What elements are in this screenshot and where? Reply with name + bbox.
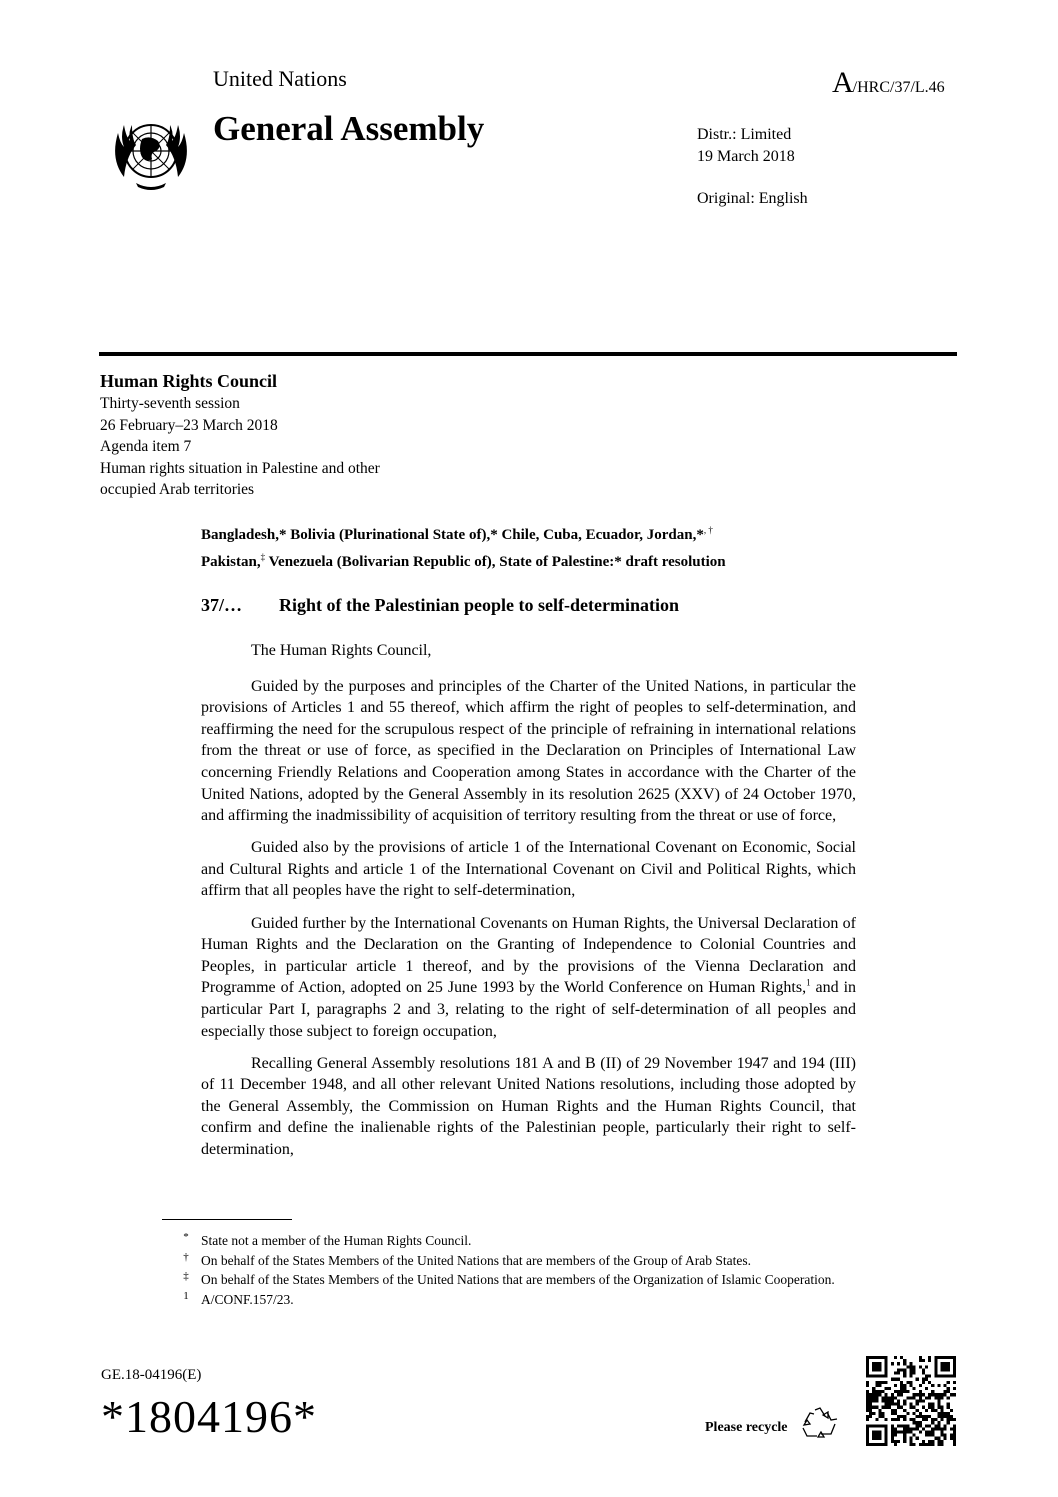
symbol-prefix: A	[832, 66, 853, 99]
distribution-status: Distr.: Limited	[697, 126, 792, 143]
preamble-intro: The Human Rights Council,	[251, 642, 432, 659]
footnote	[180, 1231, 860, 1251]
job-number: GE.18-04196(E)	[101, 1367, 202, 1383]
footnote-mark: *	[183, 1231, 189, 1243]
footnote-mark: †	[183, 1250, 189, 1263]
footnote-divider	[162, 1219, 292, 1220]
footnote-text: State not a member of the Human Rights Council.	[201, 1233, 472, 1248]
footnote	[180, 1270, 860, 1290]
qr-code-icon	[866, 1356, 956, 1446]
recycle-icon	[801, 1406, 839, 1440]
general-assembly-title: General Assembly	[213, 109, 485, 148]
sponsors-line-1: Bangladesh,* Bolivia (Plurinational State of),* Chile, Cuba, Ecuador, Jordan,*	[201, 527, 704, 543]
resolution-number: 37/…	[201, 595, 243, 615]
footnote-mark-jordan: , †	[703, 525, 713, 535]
un-emblem-icon	[106, 113, 196, 195]
sponsors	[201, 519, 861, 573]
footnote-mark-pakistan: ‡	[260, 552, 266, 562]
distribution-block	[697, 124, 808, 210]
session: Thirty-seventh session	[100, 395, 240, 412]
council-block	[100, 369, 380, 501]
footnote-text: A/CONF.157/23.	[201, 1291, 294, 1307]
recycle-label: Please recycle	[705, 1420, 788, 1435]
barcode-text: *1804196*	[101, 1391, 317, 1442]
footnote-text: On behalf of the States Members of the United Nations that are members of the Organization of Islamic Cooperation.	[201, 1272, 835, 1287]
preamble-paragraph-2: Guided also by the provisions of article 1 of the International Covenant on Economic, Social and Cultural Rights and article 1 of the International Covenant on Civil and Political Rights, which affirm that all peoples have the right to self-determination,	[201, 839, 856, 900]
document-date: 19 March 2018	[697, 148, 795, 165]
symbol-rest: /HRC/37/L.46	[852, 79, 945, 96]
footnote-mark: ‡	[183, 1270, 189, 1282]
preamble-paragraph-4: Recalling General Assembly resolutions 181 A and B (II) of 29 November 1947 and 194 (III) of 11 December 1948, and all other relevant United Nations resolutions, including those adopted by the General Assembly, the Commission on Human Rights and the Human Rights Council, that confirm and define the inalienable rights of the Palestinian people, particularly their right to self-determination,	[201, 1054, 856, 1158]
footnote	[180, 1251, 860, 1271]
resolution-heading	[201, 595, 679, 616]
organization-name: United Nations	[213, 66, 347, 91]
preamble-paragraph-1: Guided by the purposes and principles of the Charter of the United Nations, in particular the provisions of Articles 1 and 55 thereof, which affirm the right of peoples to self-determination, and reaffirming the need for the scrupulous respect of the principle of refraining in international relations from the threat or use of force, as specified in the Declaration on Principles of International Law concerning Friendly Relations and Cooperation among States in accordance with the Charter of the United Nations, adopted by the General Assembly in its resolution 2625 (XXV) of 24 October 1970, and affirming the inadmissibility of acquisition of territory resulting from the threat or use of force,	[201, 677, 856, 825]
footnote	[180, 1290, 860, 1310]
sponsors-line-2b: Venezuela (Bolivarian Republic of), State of Palestine:* draft resolution	[265, 554, 726, 570]
session-dates: 26 February–23 March 2018	[100, 416, 278, 434]
original-language: Original: English	[697, 190, 808, 207]
paragraph-3-text-b: and in particular Part I, paragraphs 2 and 3, relating to the right of self-determination of all peoples and especially those subject to foreign occupation,	[201, 979, 857, 1040]
paragraph-3-text-a: Guided further by the International Covenants on Human Rights, the Universal Declaration of Human Rights and the Declaration on the Granting of Independence to Colonial Countries and Peoples, in particular article 1 thereof, and by the provisions of the Vienna Declaration and Programme of Action, adopted on 25 June 1993 by the World Conference on Human Rights,	[201, 914, 856, 997]
sponsors-line-2a: Pakistan,	[201, 554, 261, 570]
resolution-body	[201, 640, 856, 1171]
document-symbol	[832, 66, 945, 100]
agenda-title-line-1: Human rights situation in Palestine and other	[100, 459, 380, 477]
footnotes	[180, 1231, 860, 1309]
preamble-paragraph-3	[201, 913, 856, 1043]
agenda-title-line-2: occupied Arab territories	[100, 481, 255, 498]
footnote-text: On behalf of the States Members of the United Nations that are members of the Group of Arab States.	[201, 1252, 751, 1268]
council-name: Human Rights Council	[100, 371, 278, 391]
footnote-mark: 1	[183, 1289, 189, 1302]
footnote-ref-1: 1	[806, 977, 811, 988]
header-divider	[99, 352, 957, 356]
agenda-item: Agenda item 7	[100, 438, 192, 455]
resolution-title: Right of the Palestinian people to self-determination	[279, 595, 679, 615]
